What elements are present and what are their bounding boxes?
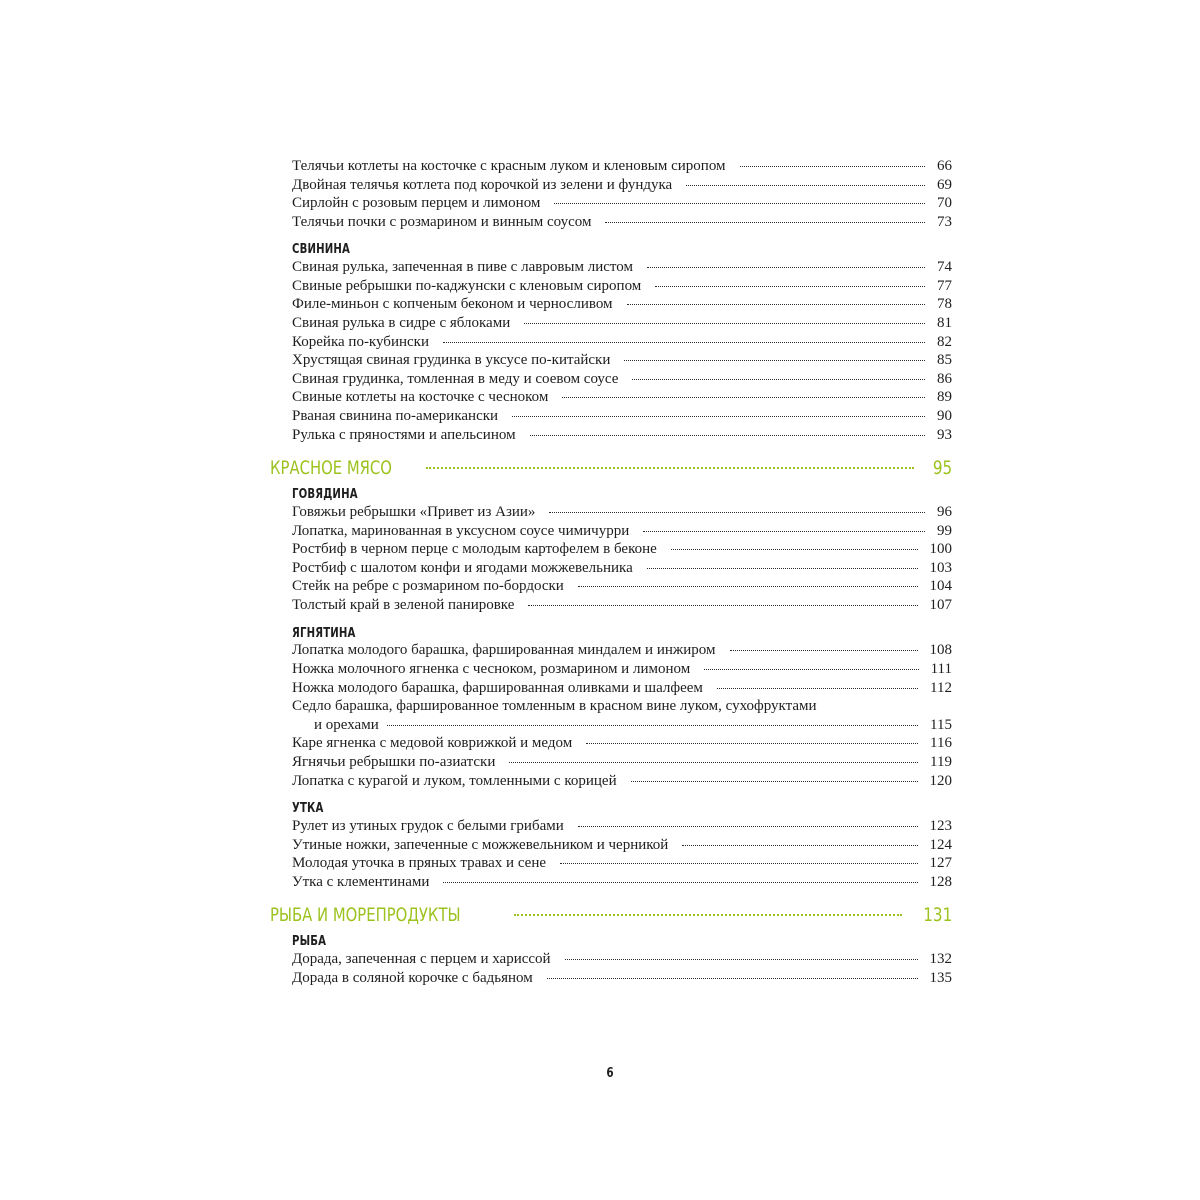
dot-leader bbox=[627, 304, 925, 305]
toc-entry[interactable] bbox=[292, 407, 952, 425]
toc-entry[interactable] bbox=[292, 194, 952, 212]
toc-entry[interactable] bbox=[292, 213, 952, 231]
toc-entry-page: 89 bbox=[937, 389, 952, 406]
toc-entry-page: 85 bbox=[937, 352, 952, 369]
dot-leader bbox=[549, 512, 925, 513]
toc-entry[interactable] bbox=[292, 388, 952, 406]
toc-entry-title: Лопатка с курагой и луком, томленными с корицей bbox=[292, 772, 617, 789]
toc-entry-page: 108 bbox=[929, 642, 952, 659]
toc-entry[interactable] bbox=[292, 370, 952, 388]
toc-entry-title: Утка с клементинами bbox=[292, 873, 430, 890]
toc-entry-page: 81 bbox=[937, 315, 952, 331]
toc-entry-page: 90 bbox=[937, 408, 952, 424]
toc-entry-page: 77 bbox=[937, 277, 952, 294]
toc-entry[interactable] bbox=[292, 772, 952, 790]
dot-leader bbox=[528, 605, 917, 606]
subsection-heading: ЯГНЯТИНА bbox=[292, 625, 356, 641]
section-heading-page: 131 bbox=[922, 904, 952, 927]
dot-leader bbox=[509, 762, 918, 763]
toc-entry-title: Лопатка, маринованная в уксусном соусе чимичурри bbox=[292, 522, 630, 539]
toc-entry-title: Утиные ножки, запеченные с можжевельником и черникой bbox=[292, 836, 669, 853]
dot-leader bbox=[565, 959, 918, 960]
dot-leader bbox=[631, 781, 918, 782]
toc-entry[interactable] bbox=[292, 577, 952, 595]
dot-leader bbox=[605, 222, 925, 223]
toc-entry-title: Молодая уточка в пряных травах и сене bbox=[292, 855, 547, 872]
toc-entry[interactable] bbox=[292, 716, 952, 734]
dot-leader bbox=[514, 914, 901, 916]
toc-entry-title: Свиные ребрышки по-каджунски с кленовым сиропом bbox=[292, 277, 642, 294]
toc-entry-title: Рулька с пряностями и апельсином bbox=[292, 426, 516, 443]
dot-leader bbox=[554, 203, 925, 204]
section-heading[interactable] bbox=[270, 456, 952, 480]
toc-entry-page: 132 bbox=[929, 951, 952, 968]
toc-entry-page: 86 bbox=[937, 370, 952, 387]
toc-entry-page: 70 bbox=[937, 195, 952, 212]
subsection-heading: УТКА bbox=[292, 801, 324, 817]
dot-leader bbox=[524, 323, 925, 324]
toc-entry-title: Стейк на ребре с розмарином по-бордоски bbox=[292, 578, 564, 595]
toc-entry-page: 123 bbox=[929, 818, 952, 834]
dot-leader bbox=[682, 845, 917, 846]
section-heading[interactable] bbox=[270, 903, 952, 927]
toc-entry[interactable] bbox=[292, 734, 952, 752]
toc-entry-title: Рулет из утиных грудок с белыми грибами bbox=[292, 818, 564, 834]
toc-entry[interactable] bbox=[292, 295, 952, 313]
dot-leader bbox=[740, 166, 925, 167]
toc-entry-title: Свиная рулька в сидре с яблоками bbox=[292, 315, 511, 331]
dot-leader bbox=[578, 586, 918, 587]
toc-entry-page: 73 bbox=[937, 213, 952, 230]
dot-leader bbox=[512, 416, 925, 417]
toc-entry-title: Корейка по-кубински bbox=[292, 333, 429, 350]
page-number: 6 bbox=[606, 1066, 614, 1081]
dot-leader bbox=[704, 669, 918, 670]
dot-leader bbox=[426, 467, 913, 469]
toc-entry-title: Телячьи котлеты на косточке с красным луком и кленовым сиропом bbox=[292, 158, 726, 174]
dot-leader bbox=[586, 743, 918, 744]
toc-entry-page: 104 bbox=[929, 578, 952, 595]
toc-entry-title: Ростбиф в черном перце с молодым картофелем в беконе bbox=[292, 541, 657, 558]
toc-entry-page: 116 bbox=[930, 735, 952, 752]
toc-entry-page: 100 bbox=[929, 541, 952, 558]
dot-leader bbox=[632, 379, 925, 380]
toc-entry-page: 120 bbox=[929, 772, 952, 789]
subsection-heading: ГОВЯДИНА bbox=[292, 487, 358, 503]
dot-leader bbox=[655, 286, 925, 287]
dot-leader bbox=[387, 725, 918, 726]
toc-entry[interactable] bbox=[292, 522, 952, 540]
dot-leader bbox=[443, 342, 925, 343]
toc-entry[interactable] bbox=[292, 817, 952, 835]
toc-entry[interactable] bbox=[292, 969, 952, 987]
toc-entry-title: Сирлойн с розовым перцем и лимоном bbox=[292, 195, 541, 212]
toc-entry[interactable] bbox=[292, 596, 952, 614]
dot-leader bbox=[547, 978, 918, 979]
toc-entry-page: 119 bbox=[930, 754, 952, 770]
toc-entry-title: Дорада в соляной корочке с бадьяном bbox=[292, 969, 533, 986]
toc-entry-title: Ягнячьи ребрышки по-азиатски bbox=[292, 754, 496, 770]
section-heading-title: КРАСНОЕ МЯСО bbox=[270, 457, 392, 480]
subsection-heading: РЫБА bbox=[292, 934, 327, 950]
toc-entry-title: Рваная свинина по-американски bbox=[292, 408, 499, 424]
toc-entry[interactable] bbox=[292, 559, 952, 577]
toc-entry-title: Дорада, запеченная с перцем и хариссой bbox=[292, 951, 551, 968]
toc-entry[interactable] bbox=[292, 873, 952, 891]
dot-leader bbox=[624, 360, 925, 361]
toc-entry-page: 112 bbox=[930, 679, 952, 696]
section-heading-title: РЫБА И МОРЕПРОДУКТЫ bbox=[270, 904, 461, 927]
toc-entry-page: 135 bbox=[929, 969, 952, 986]
toc-entry-page: 69 bbox=[937, 176, 952, 193]
toc-entry-page: 103 bbox=[929, 559, 952, 576]
toc-entry[interactable] bbox=[292, 426, 952, 444]
toc-entry[interactable] bbox=[292, 854, 952, 872]
toc-entry[interactable] bbox=[292, 157, 952, 175]
toc-entry-page: 99 bbox=[937, 522, 952, 539]
dot-leader bbox=[443, 882, 917, 883]
toc-entry[interactable] bbox=[292, 351, 952, 369]
toc-entry-page: 82 bbox=[937, 333, 952, 350]
toc-entry[interactable] bbox=[292, 176, 952, 194]
dot-leader bbox=[717, 688, 918, 689]
toc-entry-title: Филе-миньон с копченым беконом и черносливом bbox=[292, 296, 613, 313]
toc-entry-title: Каре ягненка с медовой коврижкой и медом bbox=[292, 735, 573, 752]
toc-entry-title: Ножка молочного ягненка с чесноком, розмарином и лимоном bbox=[292, 661, 691, 677]
toc-entry[interactable] bbox=[292, 277, 952, 295]
toc-entry-title: Свиная рулька, запеченная в пиве с лавровым листом bbox=[292, 259, 633, 276]
dot-leader bbox=[647, 267, 925, 268]
toc-entry[interactable] bbox=[292, 540, 952, 558]
subsection-heading: СВИНИНА bbox=[292, 242, 351, 258]
toc-entry[interactable] bbox=[292, 753, 952, 771]
dot-leader bbox=[562, 397, 925, 398]
toc-entry-page: 96 bbox=[937, 504, 952, 520]
toc-entry[interactable] bbox=[292, 660, 952, 678]
toc-entry-title: Свиная грудинка, томленная в меду и соевом соусе bbox=[292, 370, 619, 387]
dot-leader bbox=[643, 531, 925, 532]
dot-leader bbox=[730, 650, 918, 651]
section-heading-page: 95 bbox=[932, 457, 952, 480]
toc-entry-title: Свиные котлеты на косточке с чесноком bbox=[292, 389, 549, 406]
dot-leader bbox=[530, 435, 925, 436]
toc-entry[interactable] bbox=[292, 641, 952, 659]
dot-leader bbox=[671, 549, 918, 550]
toc-entry-title-line: Седло барашка, фаршированное томленным в красном вине луком, сухофруктами bbox=[292, 698, 817, 715]
toc-entry-page: 66 bbox=[937, 158, 952, 174]
toc-entry[interactable] bbox=[292, 679, 952, 697]
toc-entry-title: Ножка молодого барашка, фаршированная оливками и шалфеем bbox=[292, 679, 703, 696]
toc-entry[interactable] bbox=[292, 503, 952, 521]
toc-entry-page: 124 bbox=[929, 836, 952, 853]
toc-entry-title: Хрустящая свиная грудинка в уксусе по-китайски bbox=[292, 352, 611, 369]
toc-entry-page: 107 bbox=[929, 597, 952, 613]
toc-entry-page: 78 bbox=[937, 296, 952, 313]
toc-entry[interactable] bbox=[292, 258, 952, 276]
toc-entry-page: 115 bbox=[930, 716, 952, 733]
toc-entry[interactable] bbox=[292, 836, 952, 854]
toc-entry-title: Толстый край в зеленой панировке bbox=[292, 597, 515, 613]
dot-leader bbox=[686, 185, 925, 186]
toc-entry[interactable] bbox=[292, 950, 952, 968]
toc-entry-page: 93 bbox=[937, 426, 952, 443]
toc-entry-title-continuation: и орехами bbox=[314, 716, 379, 733]
toc-entry-page: 74 bbox=[937, 259, 952, 276]
toc-entry-page: 127 bbox=[929, 855, 952, 872]
toc-entry-title: Лопатка молодого барашка, фаршированная миндалем и инжиром bbox=[292, 642, 716, 659]
toc-entry-title: Двойная телячья котлета под корочкой из зелени и фундука bbox=[292, 176, 673, 193]
toc-entry[interactable] bbox=[292, 333, 952, 351]
dot-leader bbox=[647, 568, 918, 569]
toc-entry-page: 111 bbox=[930, 661, 952, 677]
toc-entry-page: 128 bbox=[929, 873, 952, 890]
toc-entry[interactable] bbox=[292, 314, 952, 332]
toc-entry-title: Ростбиф с шалотом конфи и ягодами можжевельника bbox=[292, 559, 633, 576]
dot-leader bbox=[578, 826, 918, 827]
toc-entry-title: Телячьи почки с розмарином и винным соусом bbox=[292, 213, 592, 230]
dot-leader bbox=[560, 863, 917, 864]
toc-entry-title: Говяжьи ребрышки «Привет из Азии» bbox=[292, 504, 536, 520]
